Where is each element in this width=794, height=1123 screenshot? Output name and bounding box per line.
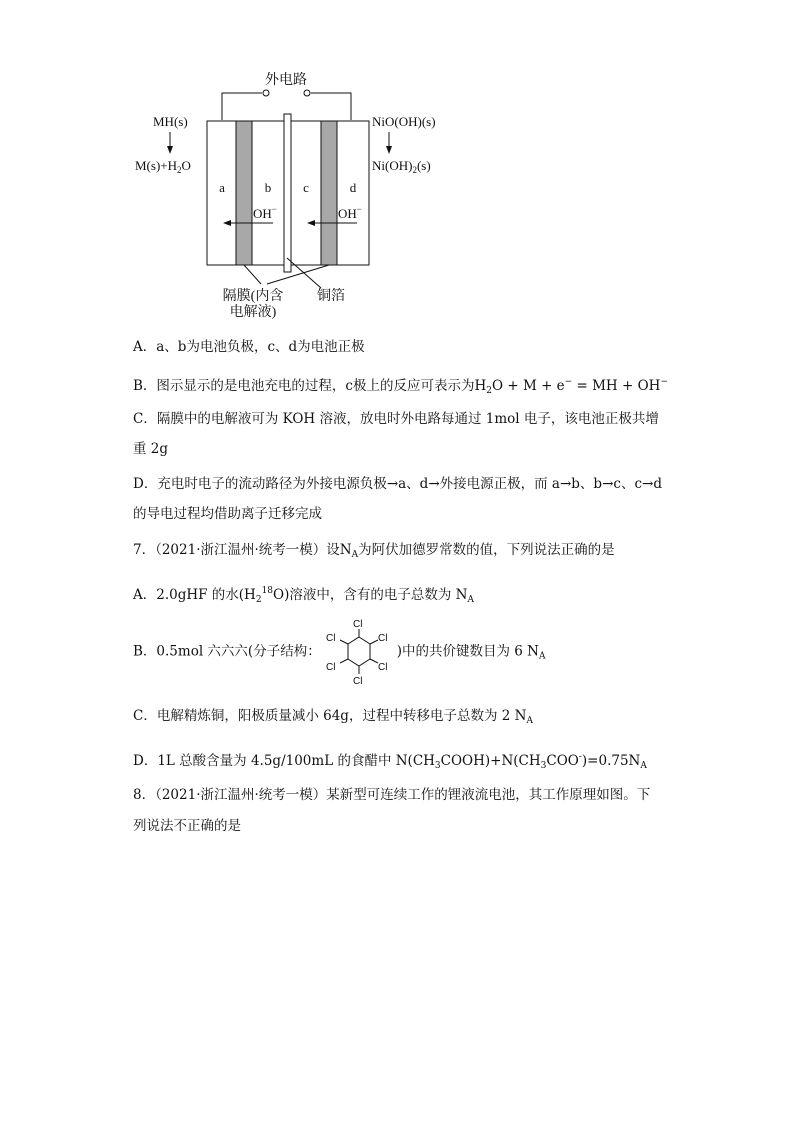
foil-label: 铜箔	[317, 289, 345, 304]
q6-option-d-line1: D．充电时电子的流动路径为外接电源负极→a、d→外接电源正极，而 a→b、b→c、c→d	[133, 476, 662, 492]
terminal-right-icon	[304, 90, 310, 96]
cl-atom-top-left: Cl	[325, 633, 336, 644]
q7-stem: 7．（2021·浙江温州·统考一模）设$N_A$为阿伏加德罗常数的值，下列说法正确的是	[133, 542, 615, 560]
copper-foil	[284, 114, 291, 272]
q7-option-d: D．1L 总酸含量为 4.5g/100mL 的食醋中 $N(CH_3COOH)+N(CH_3COO^-)=0.75N_A$	[133, 752, 647, 771]
q6-option-c-line1: C．隔膜中的电解液可为 KOH 溶液，放电时外电路每通过 1mol 电子，该电池正极共增	[133, 411, 659, 427]
ion-left-label: OH−	[253, 204, 277, 221]
battery-diagram	[125, 66, 465, 328]
electrode-d-label: d	[349, 180, 357, 195]
right-reactant-label: NiO(OH)(s)	[372, 114, 436, 129]
q8-stem-line1: 8．（2021·浙江温州·统考一模）某新型可连续工作的锂液流电池，其工作原理如图。下	[133, 787, 651, 803]
battery-diagram-svg	[125, 66, 465, 328]
q7-option-b: B．0.5mol 六六六(分子结构： Cl Cl Cl Cl Cl Cl )中的共价键数目为 6 $N_A$	[133, 619, 546, 687]
cl-atom-bottom-left: Cl	[325, 662, 336, 673]
cl-atom-top: Cl	[352, 619, 363, 630]
external-circuit-wire-right	[311, 93, 351, 120]
ion-right-label: OH−	[338, 204, 362, 221]
right-membrane	[321, 121, 337, 265]
membrane-leader-left	[244, 265, 261, 284]
cyclohexane-ring	[348, 637, 370, 666]
q8-stem-line2: 列说法不正确的是	[133, 818, 241, 834]
right-product-label: $Ni(OH)_2(s)$	[372, 158, 431, 175]
left-reactant-label: MH(s)	[153, 114, 188, 129]
electrode-c-label: c	[303, 180, 309, 195]
right-reaction-arrowhead-icon	[386, 146, 392, 154]
cl-atom-bottom-right: Cl	[377, 662, 388, 673]
external-circuit-label: 外电路	[265, 73, 307, 88]
left-reaction-arrowhead-icon	[167, 146, 173, 154]
q7-option-a: A．2.0gHF 的水$(H_2^{18}O)$溶液中，含有的电子总数为 $N_A$	[133, 586, 474, 605]
q6-option-d-line2: 的导电过程均借助离子迁移完成	[133, 506, 322, 522]
membrane-label-line2: 电解液)	[229, 305, 277, 320]
left-membrane	[236, 121, 252, 265]
terminal-left-icon	[263, 90, 269, 96]
q7-option-c: C．电解精炼铜，阳极质量减小 64g，过程中转移电子总数为 2 $N_A$	[133, 708, 533, 726]
membrane-label-line1: 隔膜(内含	[222, 289, 284, 304]
hexachlorocyclohexane-structure	[323, 617, 395, 687]
q6-option-c-line2: 重 2g	[133, 441, 169, 457]
q6-option-b: B．图示显示的是电池充电的过程，c极上的反应可表示为$H_2O + M + e^-$ = MH + OH−	[133, 377, 668, 396]
electrode-a-label: a	[219, 180, 225, 195]
external-circuit-wire-left	[222, 93, 262, 120]
q6-option-a: A．a、b为电池负极，c、d为电池正极	[133, 339, 365, 355]
left-product-label: $M(s)+H_2O$	[135, 158, 191, 175]
electrode-b-label: b	[264, 180, 272, 195]
cl-atom-top-right: Cl	[377, 633, 388, 644]
cl-atom-bottom: Cl	[352, 676, 363, 687]
